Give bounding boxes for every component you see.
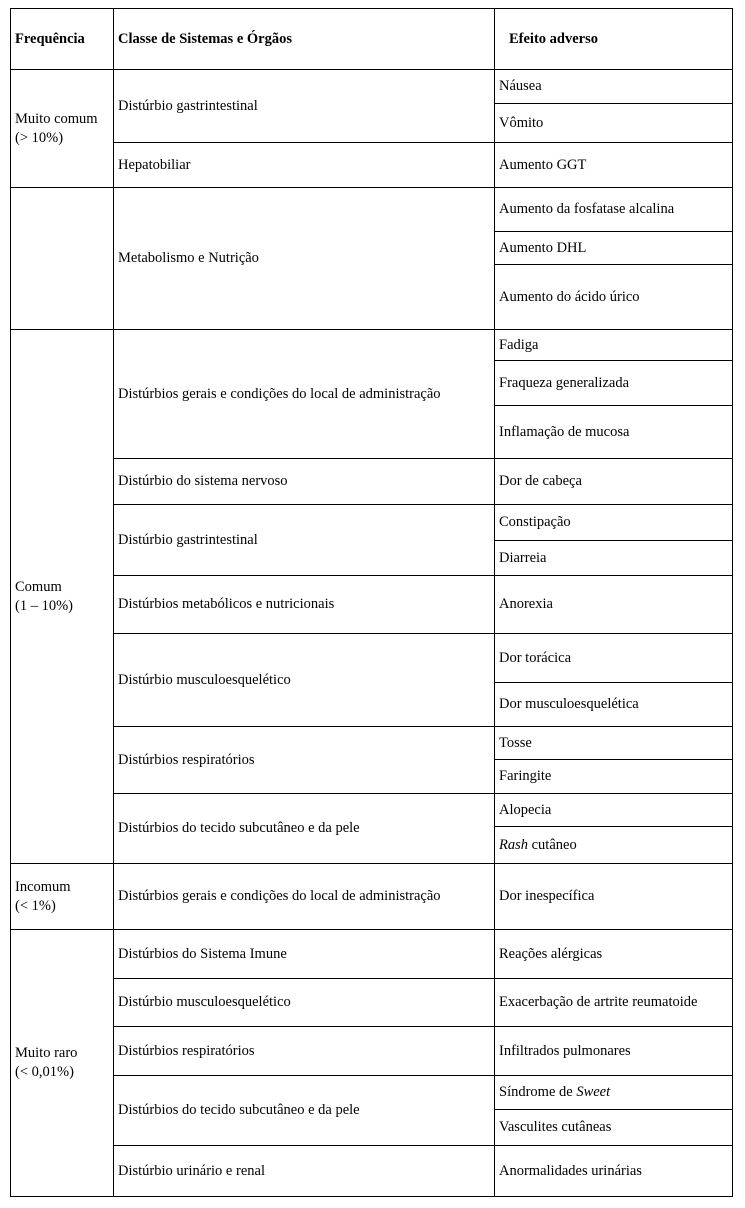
adverse-effect-text: Aumento DHL [499, 239, 587, 256]
adverse-effect-text: Diarreia [499, 549, 547, 566]
frequency-label: Incomum [15, 878, 71, 895]
frequency-range: (> 10%) [15, 129, 64, 146]
adverse-effect-text: Aumento GGT [499, 156, 587, 173]
table-row [11, 188, 733, 232]
adverse-effect-cell [495, 1110, 733, 1146]
system-class-cell: Distúrbio urinário e renal [114, 1146, 495, 1197]
table-row [11, 794, 733, 827]
system-class-cell: Distúrbios do tecido subcutâneo e da pele [114, 1076, 495, 1146]
table-row [11, 1027, 733, 1076]
adverse-effect-cell [495, 406, 733, 459]
adverse-effect-text: Constipação [499, 514, 571, 530]
adverse-effect-text: Vasculites cutâneas [499, 1119, 612, 1135]
table-row [11, 1076, 733, 1110]
adverse-effect-cell [495, 330, 733, 361]
header-adverse-effect: Efeito adverso [495, 9, 733, 70]
table-row [11, 505, 733, 541]
system-class-cell: Distúrbios respiratórios [114, 727, 495, 794]
adverse-effect-text: Inflamação de mucosa [499, 423, 630, 440]
adverse-effect-text: Náusea [499, 78, 542, 94]
adverse-effect-text: Tosse [499, 734, 532, 751]
adverse-effect-text: Alopecia [499, 801, 552, 818]
system-class-cell: Hepatobiliar [114, 143, 495, 188]
adverse-effect-text: Dor musculoesquelética [499, 696, 639, 712]
table-row [11, 459, 733, 505]
adverse-effect-text: Dor de cabeça [499, 473, 582, 489]
adverse-effect-cell [495, 634, 733, 683]
table-row [11, 330, 733, 361]
adverse-effect-cell [495, 361, 733, 406]
frequency-label: Comum [15, 578, 62, 595]
system-class-cell: Distúrbios gerais e condições do local de administração [114, 330, 495, 459]
adverse-effect-cell [495, 760, 733, 794]
adverse-effect-italic: Sweet [576, 1084, 611, 1100]
table-row [11, 70, 733, 104]
header-system-class: Classe de Sistemas e Órgãos [114, 9, 495, 70]
adverse-effect-cell [495, 505, 733, 541]
adverse-effect-text: Dor inespecífica [499, 888, 595, 904]
adverse-effect-cell [495, 727, 733, 760]
adverse-effect-cell [495, 979, 733, 1027]
adverse-effect-cell [495, 232, 733, 265]
adverse-effect-text: Síndrome de [499, 1084, 577, 1100]
system-class-cell: Distúrbio musculoesquelético [114, 634, 495, 727]
adverse-effect-text: Anormalidades urinárias [499, 1162, 642, 1179]
frequency-cell [11, 864, 114, 930]
adverse-effect-cell [495, 1027, 733, 1076]
table-row [11, 864, 733, 930]
adverse-effect-text: Dor torácica [499, 649, 572, 666]
system-class-cell: Distúrbio gastrintestinal [114, 70, 495, 143]
adverse-effect-text: Fadiga [499, 336, 539, 353]
frequency-cell [11, 70, 114, 188]
adverse-effect-text: Anorexia [499, 596, 553, 612]
table-row [11, 576, 733, 634]
system-class-cell: Distúrbio do sistema nervoso [114, 459, 495, 505]
frequency-cell [11, 330, 114, 864]
adverse-effect-italic: Rash [499, 836, 528, 853]
adverse-effect-text: Aumento do ácido úrico [499, 288, 640, 305]
frequency-range: (1 – 10%) [15, 597, 73, 614]
adverse-effect-text: Aumento da fosfatase alcalina [499, 201, 675, 217]
adverse-effect-cell [495, 188, 733, 232]
frequency-label: Muito comum [15, 110, 98, 127]
frequency-range: (< 1%) [15, 897, 56, 914]
adverse-effect-cell [495, 265, 733, 330]
system-class-cell: Metabolismo e Nutrição [114, 188, 495, 330]
system-class-cell: Distúrbios respiratórios [114, 1027, 495, 1076]
system-class-cell: Distúrbios metabólicos e nutricionais [114, 576, 495, 634]
adverse-effect-cell [495, 864, 733, 930]
table-row [11, 143, 733, 188]
adverse-effect-cell [495, 1076, 733, 1110]
adverse-effect-cell [495, 930, 733, 979]
adverse-effect-text: Exacerbação de artrite reumatoide [499, 994, 698, 1010]
frequency-range: (< 0,01%) [15, 1064, 74, 1080]
frequency-cell [11, 930, 114, 1197]
adverse-effect-cell [495, 576, 733, 634]
adverse-effect-text: Reações alérgicas [499, 945, 603, 962]
table-body [11, 70, 733, 1197]
system-class-cell: Distúrbio gastrintestinal [114, 505, 495, 576]
adverse-effect-cell [495, 70, 733, 104]
adverse-effects-table [10, 8, 733, 1197]
adverse-effect-text: cutâneo [528, 836, 577, 853]
table-row [11, 727, 733, 760]
adverse-effect-text: Vômito [499, 114, 544, 131]
header-frequency: Frequência [11, 9, 114, 70]
system-class-cell: Distúrbio musculoesquelético [114, 979, 495, 1027]
adverse-effect-cell [495, 541, 733, 576]
system-class-cell: Distúrbios gerais e condições do local de administração [114, 864, 495, 930]
adverse-effect-cell [495, 143, 733, 188]
system-class-cell: Distúrbios do tecido subcutâneo e da pele [114, 794, 495, 864]
table-row [11, 979, 733, 1027]
header-row [11, 9, 733, 70]
adverse-effect-text: Faringite [499, 768, 552, 784]
table-row [11, 1146, 733, 1197]
system-class-cell: Distúrbios do Sistema Imune [114, 930, 495, 979]
frequency-label: Muito raro [15, 1045, 78, 1061]
table-row [11, 634, 733, 683]
frequency-cell [11, 188, 114, 330]
table-row [11, 930, 733, 979]
adverse-effect-text: Infiltrados pulmonares [499, 1042, 631, 1059]
adverse-effect-cell [495, 459, 733, 505]
adverse-effect-cell [495, 104, 733, 143]
adverse-effect-text: Fraqueza generalizada [499, 374, 630, 391]
adverse-effect-cell [495, 794, 733, 827]
adverse-effects-table-container [10, 8, 733, 1197]
adverse-effect-cell [495, 827, 733, 864]
adverse-effect-cell [495, 683, 733, 727]
adverse-effect-cell [495, 1146, 733, 1197]
